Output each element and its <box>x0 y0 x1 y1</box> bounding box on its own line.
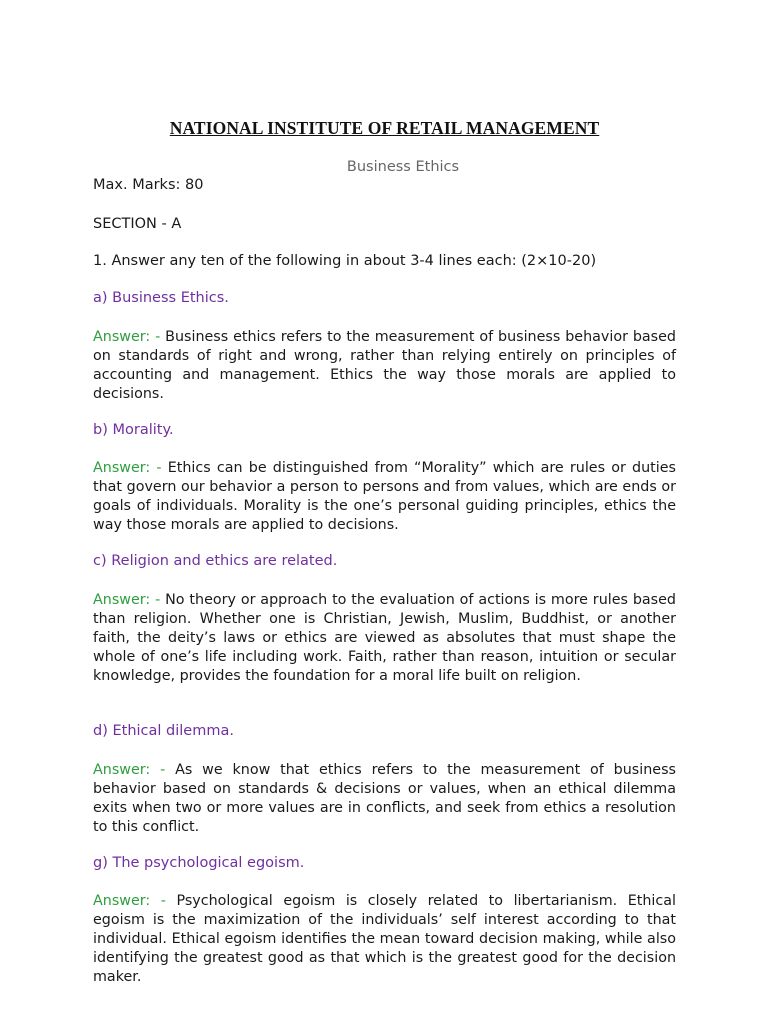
section-label: SECTION - A <box>93 216 182 232</box>
question-heading: d) Ethical dilemma. <box>93 723 234 739</box>
answer-label: Answer: - <box>93 329 166 345</box>
answer-paragraph <box>93 459 676 535</box>
instruction: 1. Answer any ten of the following in about 3-4 lines each: (2×10-20) <box>93 253 597 269</box>
answer-text: Ethics can be distinguished from “Morality” which are rules or duties that govern our behavior a person to persons and from values, which are ends or goals of individuals. Morality is the one’s personal guiding principles, ethics the way those morals are applied to decisions. <box>93 460 676 533</box>
answer-paragraph <box>93 892 676 987</box>
subject-title: Business Ethics <box>346 159 460 175</box>
answer-text: No theory or approach to the evaluation of actions is more rules based than religion. Whether one is Christian, Jewish, Muslim, Buddhist, or another faith, the deity’s laws or ethics are viewed as absolutes that must shape the whole of one’s life including work. Faith, rather than reason, intuition or secular knowledge, provides the foundation for a moral life built on religion. <box>93 592 676 684</box>
answer-text: As we know that ethics refers to the measurement of business behavior based on standards & decisions or values, when an ethical dilemma exits when two or more values are in conflicts, and seek from ethics a resolution to this conflict. <box>93 762 676 835</box>
answer-label: Answer: - <box>93 893 177 909</box>
answer-text: Psychological egoism is closely related to libertarianism. Ethical egoism is the maximization of the individuals’ self interest according to that individual. Ethical egoism identifies the mean toward decision making, while also identifying the greatest good as that which is the greatest good for the decision maker. <box>93 893 676 985</box>
question-heading: c) Religion and ethics are related. <box>93 553 338 569</box>
answer-label: Answer: - <box>93 460 168 476</box>
answer-label: Answer: - <box>93 762 176 778</box>
question-heading: a) Business Ethics. <box>93 290 229 306</box>
max-marks: Max. Marks: 80 <box>93 177 204 193</box>
question-heading: b) Morality. <box>93 422 174 438</box>
document-title: NATIONAL INSTITUTE OF RETAIL MANAGEMENT <box>169 118 600 138</box>
answer-label: Answer: - <box>93 592 166 608</box>
answer-paragraph <box>93 761 676 837</box>
answer-text: Business ethics refers to the measurement of business behavior based on standards of right and wrong, rather than relying entirely on principles of accounting and management. Ethics the way those morals are applied to decisions. <box>93 329 676 402</box>
answer-paragraph <box>93 328 676 404</box>
answer-paragraph <box>93 591 676 686</box>
question-heading: g) The psychological egoism. <box>93 855 305 871</box>
